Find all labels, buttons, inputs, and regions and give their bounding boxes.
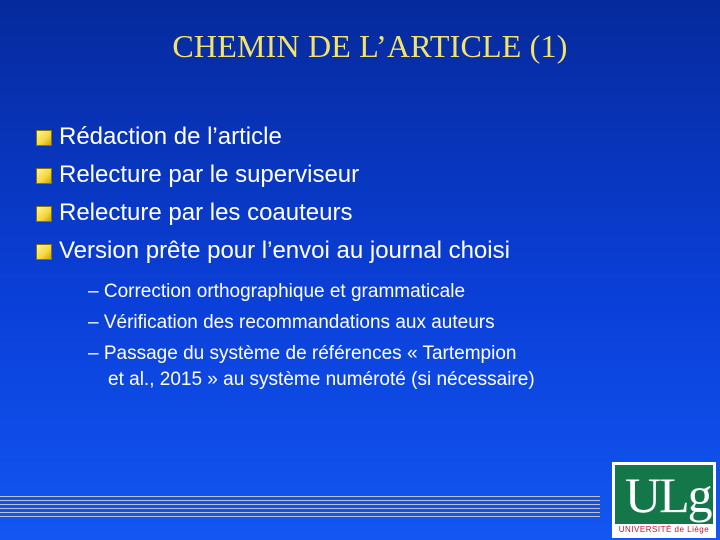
bullet-list (36, 118, 510, 270)
sub-bullet-item (88, 307, 535, 338)
bullet-text: Relecture par le superviseur (59, 161, 360, 188)
sub-bullet-item (88, 338, 535, 395)
bullet-text: Version prête pour l’envoi au journal choisi (59, 237, 510, 264)
sub-bullet-list (88, 276, 535, 395)
slide-title: CHEMIN DE L’ARTICLE (1) (172, 28, 568, 64)
sub-bullet-continuation: et al., 2015 » au système numéroté (si nécessaire) (108, 369, 535, 390)
sub-bullet-text: – Passage du système de références « Tartempion (88, 343, 517, 364)
university-logo (612, 462, 716, 538)
sub-bullet-item (88, 276, 535, 307)
bullet-item (36, 194, 510, 232)
decorative-stripes (0, 496, 600, 518)
square-bullet-icon (36, 206, 52, 222)
sub-bullet-text: – Vérification des recommandations aux auteurs (88, 312, 495, 333)
bullet-item (36, 118, 510, 156)
bullet-item (36, 156, 510, 194)
logo-caption: UNIVERSITÉ de Liège (618, 525, 710, 534)
sub-bullet-text: – Correction orthographique et grammaticale (88, 281, 466, 302)
bullet-item (36, 232, 510, 270)
logo-divider (615, 523, 713, 524)
logo-letters: ULg (625, 467, 711, 523)
square-bullet-icon (36, 244, 52, 260)
bullet-text: Rédaction de l’article (59, 123, 282, 150)
square-bullet-icon (36, 130, 52, 146)
logo-mark (615, 465, 713, 523)
square-bullet-icon (36, 168, 52, 184)
bullet-text: Relecture par les coauteurs (59, 199, 353, 226)
